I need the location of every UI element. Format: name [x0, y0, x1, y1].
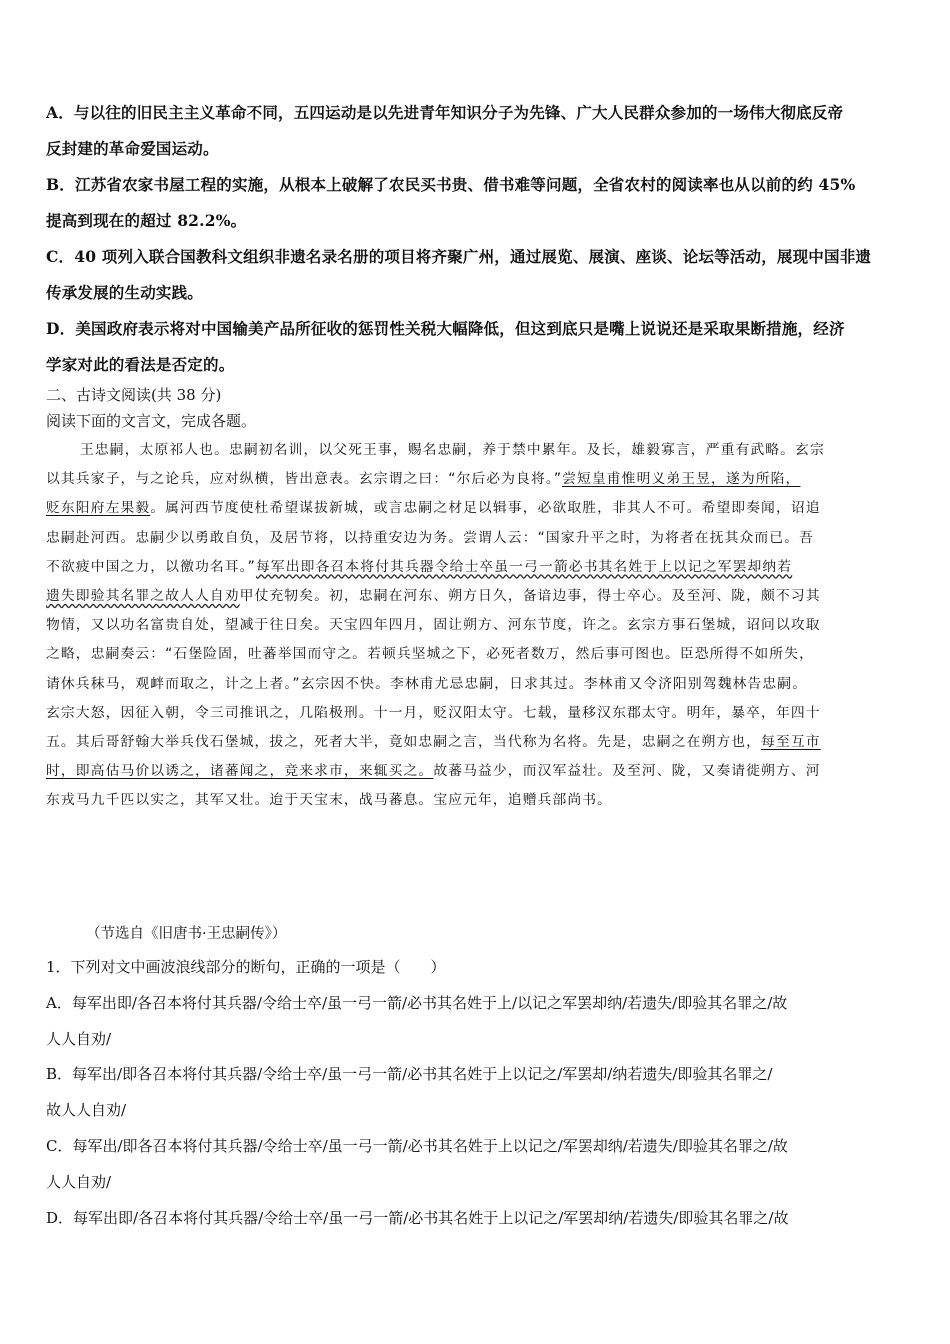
answer-a-line1: A．每军出即/各召本将付其兵器/令给士卒/虽一弓一箭/必书其名姓于上/以记之军罢却纳/若遗失/即验其名罪之/故 — [46, 993, 788, 1012]
passage-line: 物情，又以功名富贵自处，望减于往日矣。天宝四年四月，固让朔方、河东节度，许之。玄宗方事石堡城，诏问以攻取 — [46, 617, 821, 634]
option-c-line1: C．40 项列入联合国教科文组织非遗名录名册的项目将齐聚广州，通过展览、展演、座谈、论坛等活动，展现中国非遗 — [46, 247, 872, 266]
option-b-line1: B．江苏省农家书屋工程的实施，从根本上破解了农民买书贵、借书难等问题，全省农村的阅读率也从以前的约 45% — [46, 175, 856, 194]
passage-line — [46, 553, 908, 582]
passage-text: 以其兵家子，与之论兵，应对纵横，皆出意表。玄宗谓之曰：“尔后必为良将。” — [46, 471, 563, 488]
option-a-line2: 反封建的革命爱国运动。 — [46, 139, 219, 158]
answer-b-line1: B．每军出/即各召本将付其兵器/令给士卒/虽一弓一箭/必书其名姓于上以记之/军罢却/纳若遗失/即验其名罪之/ — [46, 1065, 773, 1084]
passage-text: 甲仗充牣矣。初，忠嗣在河东、朔方日久，备谙边事，得士卒心。及至河、陇，颇不习其 — [239, 588, 821, 605]
option-a-line1: A．与以往的旧民主主义革命不同，五四运动是以先进青年知识分子为先锋、广大人民群众参加的一场伟大彻底反帝 — [46, 103, 844, 122]
answer-c-line1: C．每军出/即各召本将付其兵器/令给士卒/虽一弓一箭/必书其名姓于上以记之/军罢却纳/若遗失/即验其名罪之/故 — [46, 1136, 788, 1155]
underlined-text: 尝短皇甫惟明义弟王昱，遂为所陷， — [562, 471, 801, 488]
passage-line — [46, 494, 908, 523]
wavy-underlined-text: 遗失即验其名罪之故人人自劝 — [46, 588, 240, 605]
classical-passage — [46, 436, 908, 816]
option-b-line2: 提高到现在的超过 82.2%。 — [46, 211, 247, 230]
answer-c-line2: 人人自劝/ — [46, 1172, 112, 1191]
passage-line: 玄宗大怒，因征入朝，令三司推讯之，几陷极刑。十一月，贬汉阳太守。七载，量移汉东郡太守。明年，暴卒，年四十 — [46, 704, 821, 721]
passage-line — [46, 465, 908, 494]
passage-line: 请休兵秣马，观衅而取之，计之上者。”玄宗因不快。李林甫尤忌忠嗣，日求其过。李林甫又令济阳别驾魏林告忠嗣。 — [46, 675, 808, 692]
passage-line: 之略，忠嗣奏云：“石堡险固，吐蕃举国而守之。若顿兵坚城之下，必死者数万，然后事可图也。臣恐所得不如所失， — [46, 646, 814, 663]
passage-text: 不欲疲中国之力，以徼功名耳。” — [46, 558, 256, 575]
passage-text: 五。其后哥舒翰大举兵伐石堡城，拔之，死者大半，竟如忠嗣之言，当代称为名将。先是，忠嗣之在朔方也， — [46, 734, 762, 751]
answer-a-line2: 人人自劝/ — [46, 1029, 112, 1048]
answer-d-line1: D．每军出即/各召本将付其兵器/令给士卒/虽一弓一箭/必书其名姓于上以记之/军罢却纳/若遗失/即验其名罪之/故 — [46, 1208, 789, 1227]
wavy-underlined-text: 每军出即各召本将付其兵器令给士卒虽一弓一箭必书其名姓于上以记之军罢却纳若 — [255, 558, 793, 575]
answer-b-line2: 故人人自劝/ — [46, 1101, 127, 1120]
question-block — [46, 950, 908, 1236]
passage-line: 东戎马九千匹以实之，其军又壮。迨于天宝末，战马蕃息。宝应元年，追赠兵部尚书。 — [46, 792, 613, 809]
instruction-text: 阅读下面的文言文，完成各题。 — [46, 412, 257, 430]
passage-line: 王忠嗣，太原祁人也。忠嗣初名训，以父死王事，赐名忠嗣，养于禁中累年。及长，雄毅寡言，严重有武略。玄宗 — [80, 442, 825, 458]
option-d-line1: D．美国政府表示将对中国输美产品所征收的惩罚性关税大幅降低，但这到底只是嘴上说说还是采取果断措施，经济 — [46, 319, 845, 338]
passage-line — [46, 728, 908, 757]
section-title: 二、古诗文阅读(共 38 分) — [46, 386, 222, 404]
passage-line — [46, 757, 908, 786]
option-d-line2: 学家对此的看法是否定的。 — [46, 355, 235, 374]
underlined-text: 贬东阳府左果毅 — [46, 500, 151, 517]
passage-text: 故蕃马益少，而汉军益壮。及至河、陇，又奏请徙朔方、河 — [433, 763, 821, 780]
passage-line — [46, 582, 908, 611]
option-c-line2: 传承发展的生动实践。 — [46, 283, 204, 302]
underlined-text: 时，即高估马价以诱之，诸蕃闻之，竞来求市，来辄买之。 — [46, 763, 434, 780]
underlined-text: 每至互市 — [761, 734, 821, 751]
option-list-top — [46, 95, 908, 383]
passage-source: （节选自《旧唐书·王忠嗣传》） — [86, 926, 287, 942]
question-stem: 1．下列对文中画波浪线部分的断句，正确的一项是（ ） — [46, 958, 446, 976]
passage-line: 忠嗣赴河西。忠嗣少以勇敢自负，及居节将，以持重安边为务。尝谓人云：“国家升平之时，为将者在抚其众而已。吾 — [46, 529, 814, 546]
passage-text: 。属河西节度使杜希望谋拔新城，或言忠嗣之材足以辑事，必欲取胜，非其人不可。希望即奏闻，诏追 — [150, 500, 821, 517]
